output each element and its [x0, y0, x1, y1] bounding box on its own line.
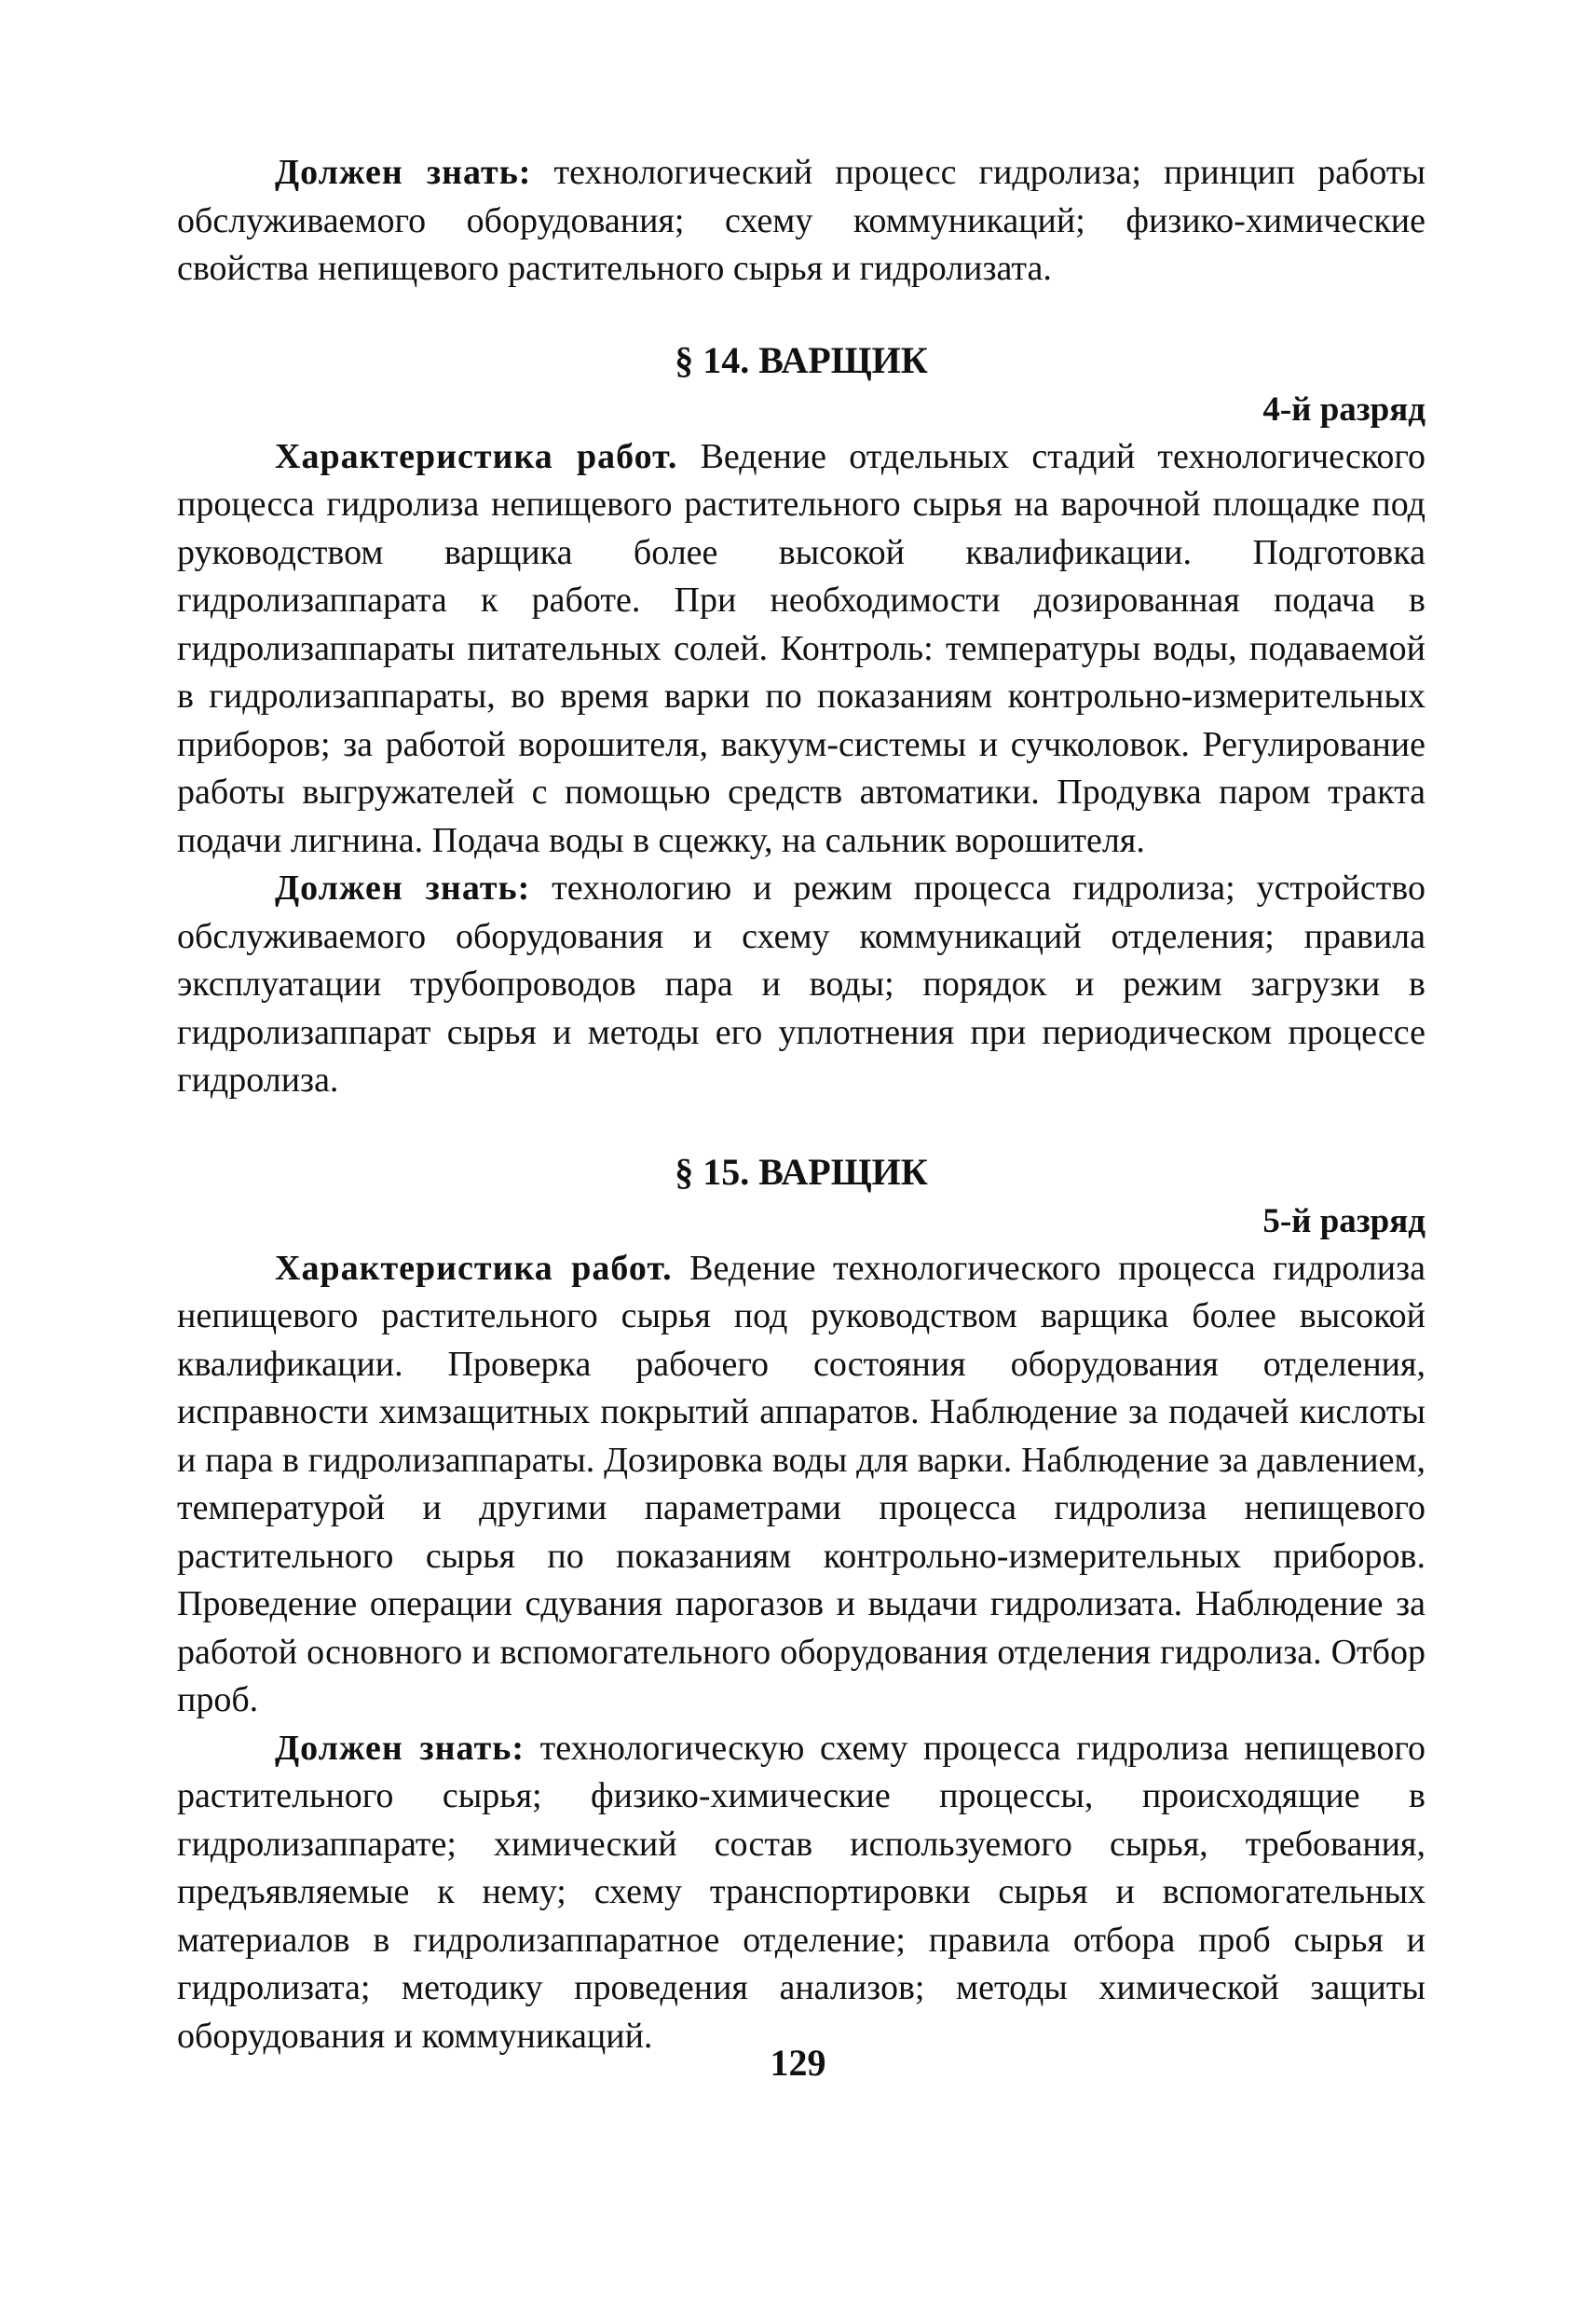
- characteristics-paragraph: [177, 1245, 1425, 1725]
- characteristics-lead: Характеристика работ.: [275, 436, 678, 476]
- section-title: § 14. ВАРЩИК: [675, 338, 928, 381]
- page-body: [177, 149, 1425, 2060]
- knowledge-lead: Должен знать:: [275, 1728, 525, 1768]
- page-number: 129: [770, 2042, 826, 2084]
- section-title: § 15. ВАРЩИК: [675, 1150, 928, 1193]
- grade-label: 4-й разряд: [1262, 390, 1425, 429]
- knowledge-text: технологический процесс гидролиза; принцип работы обслуживаемого оборудования; схему коммуникаций; физико-химические свойства непищевого растительного сырья и гидролизата.: [177, 153, 1425, 288]
- section-15: [177, 1148, 1425, 2061]
- characteristics-text: Ведение технологического процесса гидролиза непищевого растительного сырья под руководством варщика более высокой квалификации. Проверка рабочего состояния оборудования отделения, исправности химзащитных покрытий аппаратов. Наблюдение за подачей кислоты и пара в гидролизаппараты. Дозировка воды для варки. Наблюдение за давлением, температурой и другими параметрами процесса гидролиза непищевого растительного сырья по показаниям контрольно-измерительных приборов. Проведение операции сдувания парогазов и выдачи гидролизата. Наблюдение за работой основного и вспомогательного оборудования отделения гидролиза. Отбор проб.: [177, 1248, 1425, 1719]
- characteristics-lead: Характеристика работ.: [275, 1248, 673, 1288]
- knowledge-paragraph: [177, 1725, 1425, 2061]
- knowledge-lead: Должен знать:: [275, 153, 532, 192]
- characteristics-paragraph: [177, 433, 1425, 866]
- knowledge-lead: Должен знать:: [275, 869, 531, 908]
- section-14: [177, 336, 1425, 1105]
- knowledge-text: технологию и режим процесса гидролиза; устройство обслуживаемого оборудования и схему коммуникаций отделения; правила эксплуатации трубопроводов пара и воды; порядок и режим загрузки в гидролизаппарат сырья и методы его уплотнения при периодическом процессе гидролиза.: [177, 869, 1425, 1100]
- knowledge-text: технологическую схему процесса гидролиза непищевого растительного сырья; физико-химические процессы, происходящие в гидролизаппарате; химический состав используемого сырья, требования, предъявляемые к нему; схему транспортировки сырья и вспомогательных материалов в гидролизаппаратное отделение; правила отбора проб сырья и гидролизата; методику проведения анализов; методы химической защиты оборудования и коммуникаций.: [177, 1728, 1425, 2056]
- grade-label: 5-й разряд: [1262, 1201, 1425, 1240]
- intro-paragraph: [177, 149, 1425, 294]
- characteristics-text: Ведение отдельных стадий технологического процесса гидролиза непищевого растительного сырья на варочной площадке под руководством варщика более высокой квалификации. Подготовка гидролизаппарата к работе. При необходимости дозированная подача в гидролизаппараты питательных солей. Контроль: температуры воды, подаваемой в гидролизаппараты, во время варки по показаниям контрольно-измерительных приборов; за работой ворошителя, вакуум-системы и сучколовок. Регулирование работы выгружателей с помощью средств автоматики. Продувка паром тракта подачи лигнина. Подача воды в сцежку, на сальник ворошителя.: [177, 436, 1425, 860]
- knowledge-paragraph: [177, 865, 1425, 1105]
